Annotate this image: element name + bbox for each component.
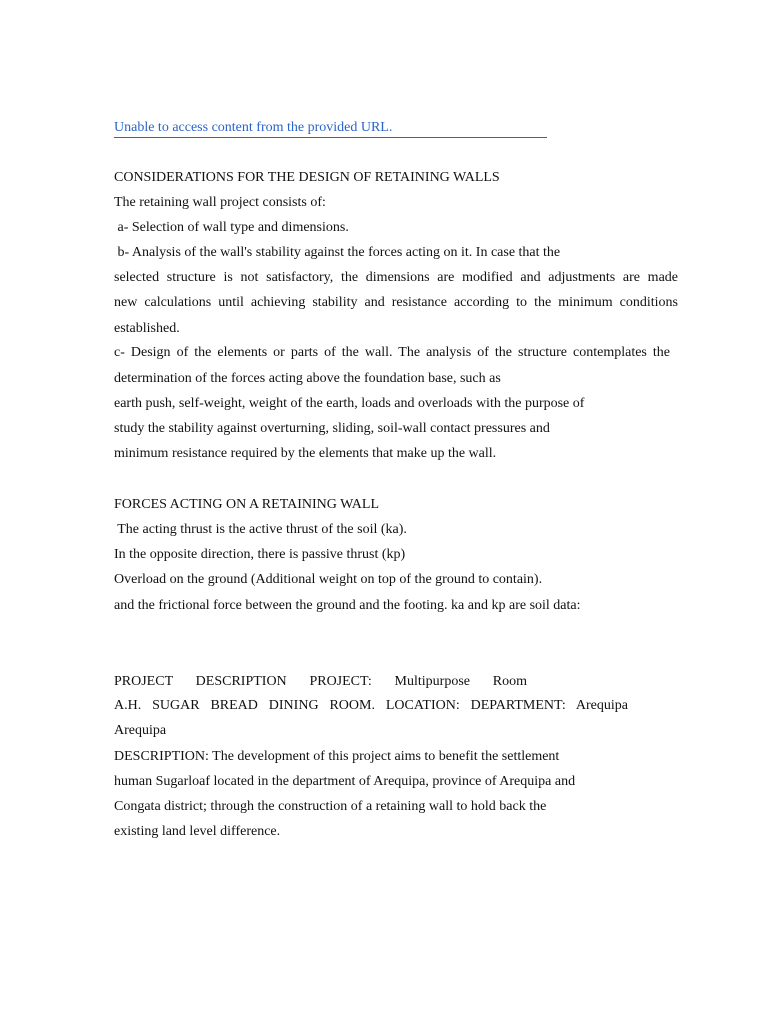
paragraph-line: new calculations until achieving stability and resistance according to the minimum conditions <box>114 295 678 310</box>
section-heading-forces: FORCES ACTING ON A RETAINING WALL <box>114 497 380 512</box>
paragraph-line: human Sugarloaf located in the department of Arequipa, province of Arequipa and <box>114 774 576 789</box>
project-description-heading: PROJECT DESCRIPTION PROJECT: Multipurpose Room <box>114 674 527 689</box>
source-link[interactable]: Unable to access content from the provided URL. <box>114 119 547 138</box>
paragraph-line: earth push, self-weight, weight of the earth, loads and overloads with the purpose of <box>114 396 585 411</box>
paragraph-line: In the opposite direction, there is passive thrust (kp) <box>114 547 406 562</box>
paragraph-line: Arequipa <box>114 723 167 738</box>
paragraph-line: a- Selection of wall type and dimensions. <box>114 220 349 235</box>
paragraph-line: DESCRIPTION: The development of this project aims to benefit the settlement <box>114 749 560 764</box>
paragraph-line: selected structure is not satisfactory, the dimensions are modified and adjustments are made <box>114 270 678 285</box>
paragraph-line: c- Design of the elements or parts of the wall. The analysis of the structure contemplates the <box>114 345 670 360</box>
paragraph-line: study the stability against overturning, sliding, soil-wall contact pressures and <box>114 421 550 436</box>
paragraph-line: minimum resistance required by the elements that make up the wall. <box>114 446 497 461</box>
section-heading-considerations: CONSIDERATIONS FOR THE DESIGN OF RETAINING WALLS <box>114 170 500 185</box>
paragraph-line: A.H. SUGAR BREAD DINING ROOM. LOCATION: DEPARTMENT: Arequipa <box>114 698 628 713</box>
paragraph-line: determination of the forces acting above the foundation base, such as <box>114 371 501 386</box>
paragraph-line: existing land level difference. <box>114 824 281 839</box>
paragraph-line: Overload on the ground (Additional weight on top of the ground to contain). <box>114 572 543 587</box>
paragraph-line: The acting thrust is the active thrust of the soil (ka). <box>114 522 407 537</box>
paragraph-line: b- Analysis of the wall's stability against the forces acting on it. In case that the <box>114 245 561 260</box>
paragraph-line: established. <box>114 321 180 336</box>
paragraph-line: The retaining wall project consists of: <box>114 195 326 210</box>
paragraph-line: and the frictional force between the ground and the footing. ka and kp are soil data: <box>114 598 581 613</box>
paragraph-line: Congata district; through the construction of a retaining wall to hold back the <box>114 799 547 814</box>
